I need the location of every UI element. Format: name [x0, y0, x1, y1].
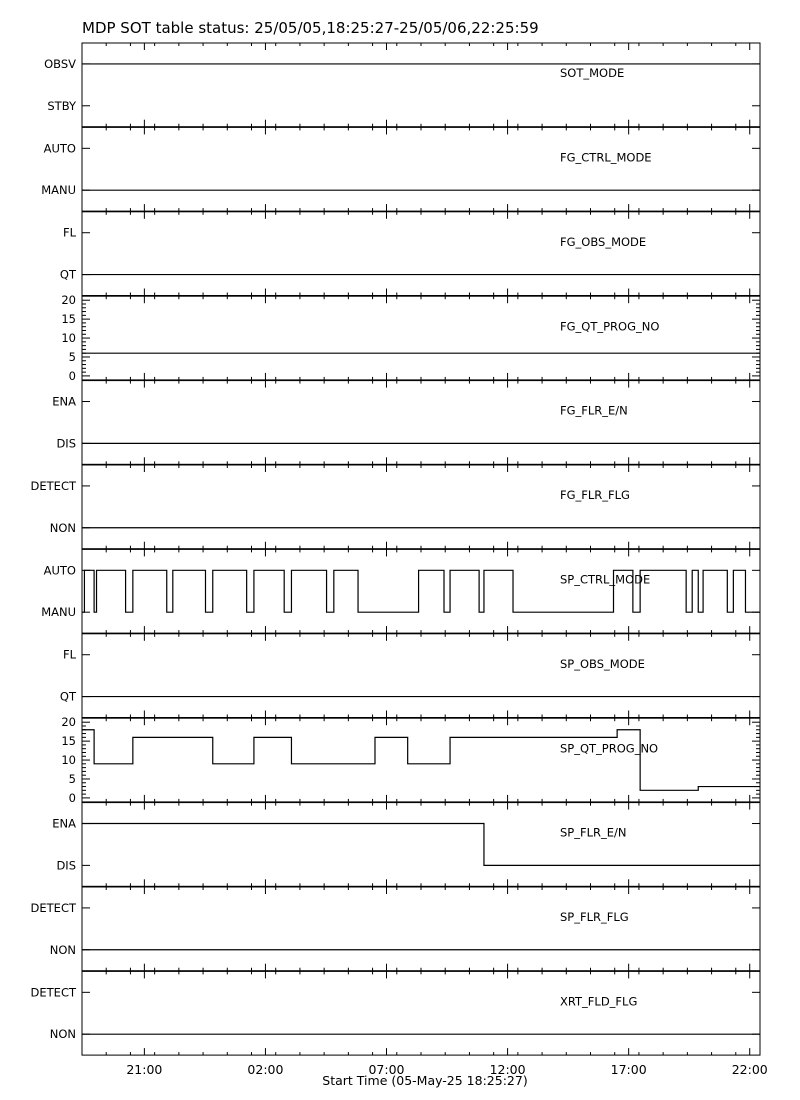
y-tick-label: 15	[61, 312, 76, 327]
y-tick-label: DIS	[56, 858, 76, 873]
panels	[31, 43, 760, 1055]
y-tick-label: 0	[68, 790, 76, 805]
panel-label: SP_CTRL_MODE	[560, 572, 651, 587]
y-tick-label: DETECT	[30, 985, 76, 1000]
panel-frame	[82, 296, 760, 380]
y-tick-label: NON	[49, 942, 76, 957]
y-tick-label: 20	[61, 293, 76, 308]
panel-label: SP_QT_PROG_NO	[560, 741, 659, 756]
panel-label: SP_FLR_FLG	[560, 910, 629, 925]
panel-label: XRT_FLD_FLG	[560, 994, 638, 1009]
panel-label: SOT_MODE	[560, 66, 625, 81]
panel-sot-mode	[44, 43, 760, 127]
y-tick-label: FL	[62, 225, 76, 240]
x-tick-label: 22:00	[731, 1062, 768, 1078]
y-tick-label: 10	[61, 331, 76, 346]
panel-frame	[82, 212, 760, 296]
series-sp-qt-prog-no	[82, 730, 760, 791]
chart-title: MDP SOT table status: 25/05/05,18:25:27-25/05/06,22:25:59	[82, 19, 539, 37]
panel-frame	[82, 127, 760, 211]
y-tick-label: AUTO	[43, 563, 76, 578]
y-tick-label: QT	[59, 267, 76, 282]
panel-fg-obs-mode	[60, 212, 760, 296]
y-tick-label: STBY	[47, 98, 76, 113]
panel-fg-flr-e-n	[52, 381, 760, 465]
panel-frame	[82, 887, 760, 971]
y-tick-label: QT	[59, 689, 76, 704]
series-sp-flr-e-n	[82, 824, 760, 866]
panel-label: FG_OBS_MODE	[560, 234, 647, 249]
panel-xrt-fld-flg	[31, 971, 760, 1055]
y-tick-label: MANU	[41, 183, 76, 198]
panel-frame	[82, 381, 760, 465]
panel-label: SP_FLR_E/N	[560, 825, 627, 840]
y-tick-label: DETECT	[30, 478, 76, 493]
panel-label: FG_QT_PROG_NO	[560, 319, 660, 334]
x-tick-label: 02:00	[247, 1062, 284, 1078]
series-sp-ctrl-mode	[82, 570, 760, 612]
x-tick-label: 21:00	[126, 1062, 163, 1078]
y-tick-label: NON	[49, 520, 76, 535]
y-tick-label: ENA	[52, 394, 76, 409]
panel-sp-flr-e-n	[52, 803, 760, 887]
y-tick-label: NON	[49, 1027, 76, 1042]
x-axis-label: Start Time (05-May-25 18:25:27)	[322, 1073, 528, 1088]
panel-sp-flr-flg	[31, 887, 760, 971]
y-tick-label: 20	[61, 715, 76, 730]
y-tick-label: 0	[68, 368, 76, 383]
y-tick-label: ENA	[52, 816, 76, 831]
panel-frame	[82, 634, 760, 718]
y-tick-label: MANU	[41, 605, 76, 620]
panel-label: SP_OBS_MODE	[560, 656, 645, 671]
panel-label: FG_FLR_E/N	[560, 403, 628, 418]
x-tick-label: 07:00	[368, 1062, 405, 1078]
panel-frame	[82, 43, 760, 127]
panel-sp-qt-prog-no	[61, 715, 760, 805]
y-tick-label: 5	[68, 771, 76, 786]
panel-fg-flr-flg	[31, 465, 760, 549]
x-tick-label: 17:00	[610, 1062, 647, 1078]
x-tick-label: 12:00	[489, 1062, 526, 1078]
y-tick-label: 5	[68, 349, 76, 364]
panel-fg-ctrl-mode	[41, 127, 760, 211]
panel-sp-ctrl-mode	[41, 549, 760, 633]
panel-label: FG_CTRL_MODE	[560, 150, 652, 165]
y-tick-label: DIS	[56, 436, 76, 451]
panel-label: FG_FLR_FLG	[560, 488, 630, 503]
y-tick-label: 10	[61, 753, 76, 768]
panel-frame	[82, 465, 760, 549]
y-tick-label: OBSV	[44, 56, 76, 71]
y-tick-label: FL	[62, 647, 76, 662]
y-tick-label: 15	[61, 734, 76, 749]
y-tick-label: AUTO	[43, 141, 76, 156]
panel-frame	[82, 971, 760, 1055]
y-tick-label: DETECT	[30, 900, 76, 915]
panel-frame	[82, 549, 760, 633]
panel-sp-obs-mode	[60, 634, 760, 718]
panel-frame	[82, 803, 760, 887]
panel-frame	[82, 718, 760, 802]
panel-fg-qt-prog-no	[61, 293, 760, 383]
